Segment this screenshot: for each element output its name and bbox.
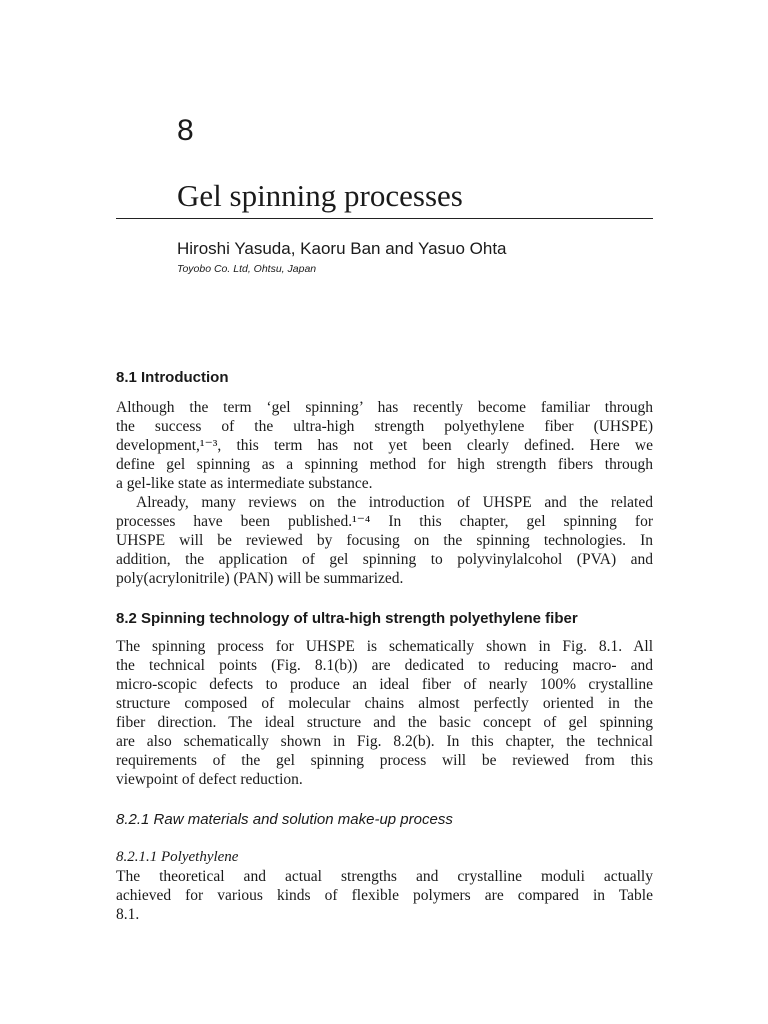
paragraph-line: micro-scopic defects to produce an ideal fiber of nearly 100% crystalline: [116, 676, 653, 693]
paragraph-line: UHSPE will be reviewed by focusing on the spinning technologies. In: [116, 532, 653, 549]
paragraph-introduction-2: [116, 493, 653, 588]
paragraph-line: Although the term ‘gel spinning’ has recently become familiar through: [116, 399, 653, 416]
paragraph-line: are also schematically shown in Fig. 8.2(b). In this chapter, the technical: [116, 733, 653, 750]
paragraph-line: define gel spinning as a spinning method for high strength fibers through: [116, 456, 653, 473]
paragraph-line: structure composed of molecular chains almost perfectly oriented in the: [116, 695, 653, 712]
chapter-number: 8: [177, 114, 194, 147]
paragraph-line: Already, many reviews on the introduction of UHSPE and the related: [136, 494, 653, 511]
paragraph-line: poly(acrylonitrile) (PAN) will be summarized.: [116, 570, 404, 587]
paragraph-line: viewpoint of defect reduction.: [116, 771, 303, 788]
chapter-title: Gel spinning processes: [177, 178, 463, 213]
subsubsection-heading-polyethylene: 8.2.1.1 Polyethylene: [116, 849, 239, 865]
paragraph-spinning-technology: [116, 637, 653, 789]
paragraph-line: The spinning process for UHSPE is schematically shown in Fig. 8.1. All: [116, 638, 653, 655]
paragraph-line: processes have been published.¹⁻⁴ In this chapter, gel spinning for: [116, 513, 653, 530]
paragraph-line: The theoretical and actual strengths and crystalline moduli actually: [116, 868, 653, 885]
paragraph-line: achieved for various kinds of flexible polymers are compared in Table: [116, 887, 653, 904]
chapter-authors: Hiroshi Yasuda, Kaoru Ban and Yasuo Ohta: [177, 239, 507, 258]
chapter-affiliation: Toyobo Co. Ltd, Ohtsu, Japan: [177, 263, 317, 275]
paragraph-line: the technical points (Fig. 8.1(b)) are dedicated to reducing macro- and: [116, 657, 653, 674]
paragraph-line: addition, the application of gel spinning to polyvinylalcohol (PVA) and: [116, 551, 653, 568]
section-heading-spinning-technology: 8.2 Spinning technology of ultra-high strength polyethylene fiber: [116, 610, 578, 627]
paragraph-line: 8.1.: [116, 906, 140, 923]
paragraph-line: requirements of the gel spinning process will be reviewed from this: [116, 752, 653, 769]
paragraph-introduction-1: [116, 398, 653, 493]
paragraph-line: the success of the ultra-high strength polyethylene fiber (UHSPE): [116, 418, 653, 435]
paragraph-line: development,¹⁻³, this term has not yet been clearly defined. Here we: [116, 437, 653, 454]
title-rule: [116, 218, 653, 219]
section-heading-introduction: 8.1 Introduction: [116, 369, 229, 386]
paragraph-line: a gel-like state as intermediate substance.: [116, 475, 373, 492]
paragraph-polyethylene: [116, 867, 653, 924]
paragraph-line: fiber direction. The ideal structure and the basic concept of gel spinning: [116, 714, 653, 731]
subsection-heading-raw-materials: 8.2.1 Raw materials and solution make-up process: [116, 811, 453, 828]
